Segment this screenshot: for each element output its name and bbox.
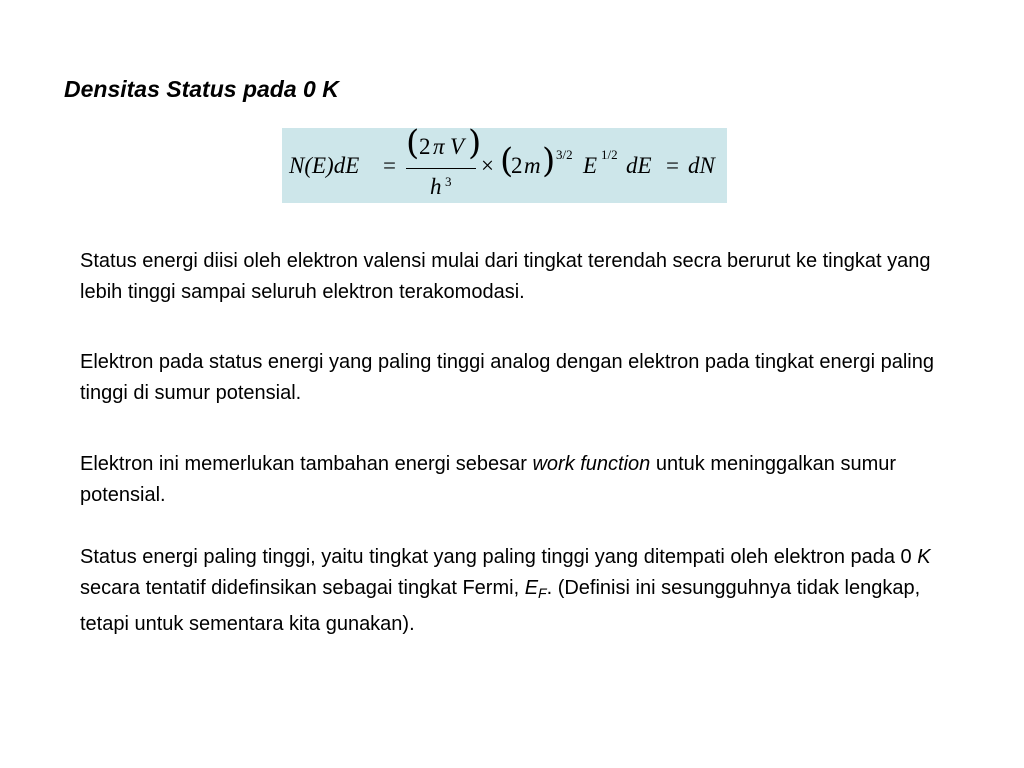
density-of-states-formula	[282, 123, 727, 203]
paragraph-2: Elektron pada status energi yang paling tinggi analog dengan elektron pada tingkat energi paling tinggi di sumur potensial.	[80, 351, 934, 404]
formula-num-open-paren: (	[406, 123, 420, 163]
paragraph-4	[80, 542, 970, 640]
kelvin-symbol: K	[917, 546, 931, 568]
paragraph-3-text-b: untuk meninggalkan sumur potensial.	[80, 453, 897, 506]
formula-two: 2	[511, 153, 523, 178]
formula-dn: dN	[688, 153, 715, 178]
formula-m: m	[524, 153, 541, 178]
paragraph-4-text-b: secara tentatif didefinsikan sebagai tingkat Fermi,	[80, 577, 525, 599]
formula-open-paren: (	[500, 141, 514, 181]
formula-exp-three-halves: 3/2	[556, 147, 573, 162]
fermi-energy-symbol: E	[524, 577, 539, 599]
fermi-subscript: F	[538, 585, 547, 601]
fraction-bar	[406, 168, 476, 169]
paragraph-3-text-a: Elektron ini memerlukan tambahan energi sebesar	[80, 453, 533, 475]
formula-close-paren: )	[542, 141, 556, 181]
formula-equals-1: =	[383, 153, 396, 178]
formula-equals-2: =	[666, 153, 679, 178]
formula-de: dE	[626, 153, 652, 178]
formula-num-pi: π	[433, 134, 445, 159]
formula-content	[282, 123, 727, 203]
formula-den-h: h	[430, 174, 442, 199]
formula-den-exp: 3	[445, 174, 452, 189]
formula-e: E	[583, 153, 598, 178]
paragraph-4-text-a: Status energi paling tinggi, yaitu tingkat yang paling tinggi yang ditempati oleh elektron pada 0	[80, 546, 918, 568]
formula-num-v: V	[450, 134, 465, 159]
formula-exp-one-half: 1/2	[601, 147, 618, 162]
work-function-term: work function	[532, 453, 651, 475]
formula-num-two: 2	[419, 134, 431, 159]
formula-lhs: N(E)dE	[289, 153, 360, 178]
formula-num-close-paren: )	[468, 123, 482, 163]
paragraph-3	[80, 449, 970, 511]
paragraph-4-text-c: . (Definisi ini sesungguhnya tidak lengkap, tetapi untuk sementara kita gunakan).	[80, 577, 921, 635]
paragraph-1: Status energi diisi oleh elektron valensi mulai dari tingkat terendah secra berurut ke tingkat yang lebih tinggi sampai seluruh elektron terakomodasi.	[80, 250, 931, 303]
formula-times: ×	[481, 153, 494, 178]
slide-title: Densitas Status pada 0 K	[64, 76, 339, 102]
